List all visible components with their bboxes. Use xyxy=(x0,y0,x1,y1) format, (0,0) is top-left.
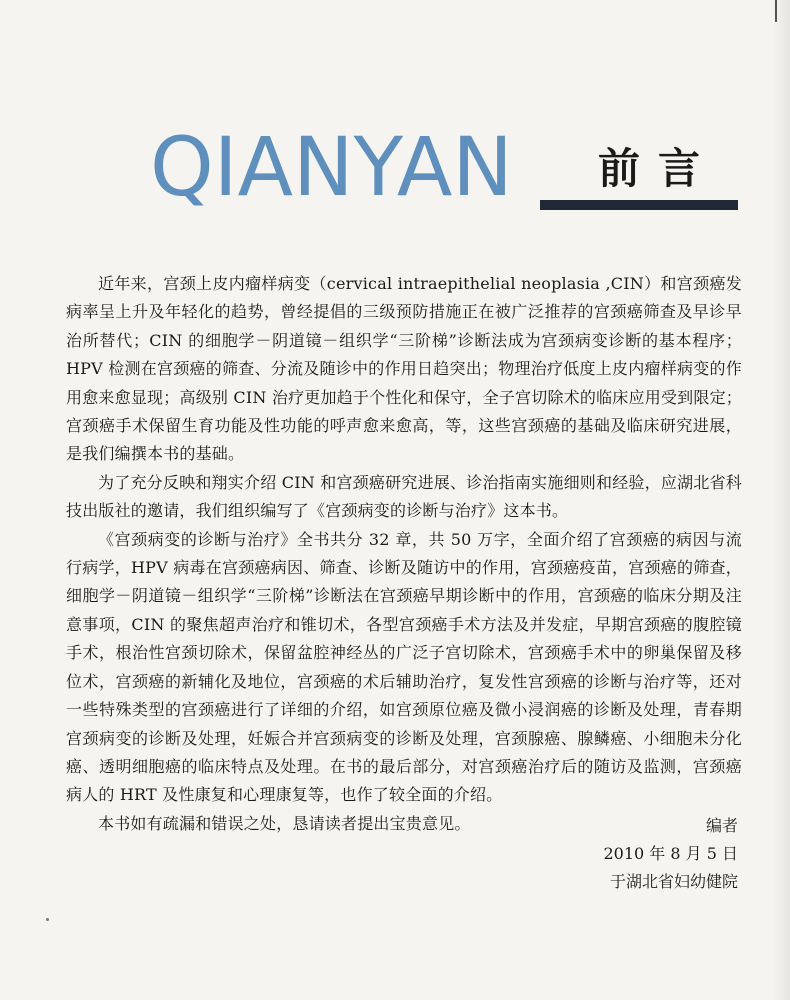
paragraph-1: 近年来，宫颈上皮内瘤样病变（cervical intraepithelial neoplasia ,CIN）和宫颈癌发病率呈上升及年轻化的趋势，曾经提倡的三级预防措施正在被广泛推荐的宫颈癌筛查及早诊早治所替代；CIN 的细胞学－阴道镜－组织学“三阶梯”诊断法成为宫颈病变诊断的基本程序；HPV 检测在宫颈癌的筛查、分流及随诊中的作用日趋突出；物理治疗低度上皮内瘤样病变的作用愈来愈显现；高级别 CIN 治疗更加趋于个性化和保守，全子宫切除术的临床应用受到限定；宫颈癌手术保留生育功能及性功能的呼声愈来愈高，等，这些宫颈癌的基础及临床研究进展，是我们编撰本书的基础。 xyxy=(66,274,742,464)
scan-mark xyxy=(775,0,777,22)
latin-title: QIANYAN xyxy=(150,121,513,215)
title-underline-bar xyxy=(540,200,738,210)
signature-place: 于湖北省妇幼健院 xyxy=(609,872,738,891)
page-edge-shadow xyxy=(772,0,790,1000)
paragraph-2: 为了充分反映和翔实介绍 CIN 和宫颈癌研究进展、诊治指南实施细则和经验，应湖北省科技出版社的邀请，我们组织编写了《宫颈病变的诊断与治疗》这本书。 xyxy=(66,472,742,521)
signature-block xyxy=(603,812,738,896)
preface-body xyxy=(66,270,742,838)
signature-author: 编者 xyxy=(705,816,738,835)
signature-date: 2010 年 8 月 5 日 xyxy=(603,844,738,863)
paragraph-4: 本书如有疏漏和错误之处，恳请读者提出宝贵意见。 xyxy=(98,813,471,833)
scan-speck xyxy=(46,918,49,921)
chinese-title: 前言 xyxy=(598,144,719,193)
paragraph-3: 《宫颈病变的诊断与治疗》全书共分 32 章，共 50 万字，全面介绍了宫颈癌的病因与流行病学，HPV 病毒在宫颈癌病因、筛查、诊断及随访中的作用，宫颈癌疫苗，宫颈癌的筛查，细胞学－阴道镜－组织学“三阶梯”诊断法在宫颈癌早期诊断中的作用，宫颈癌的临床分期及注意事项，CIN 的聚焦超声治疗和锥切术，各型宫颈癌手术方法及并发症，早期宫颈癌的腹腔镜手术，根治性宫颈切除术，保留盆腔神经丛的广泛子宫切除术，宫颈癌手术中的卵巢保留及移位术，宫颈癌的新辅化及地位，宫颈癌的术后辅助治疗，复发性宫颈癌的诊断与治疗等，还对一些特殊类型的宫颈癌进行了详细的介绍，如宫颈原位癌及微小浸润癌的诊断及处理，青春期宫颈病变的诊断及处理，妊娠合并宫颈病变的诊断及处理，宫颈腺癌、腺鳞癌、小细胞未分化癌、透明细胞癌的临床特点及处理。在书的最后部分，对宫颈癌治疗后的随访及监测，宫颈癌病人的 HRT 及性康复和心理康复等，也作了较全面的介绍。 xyxy=(66,529,742,805)
